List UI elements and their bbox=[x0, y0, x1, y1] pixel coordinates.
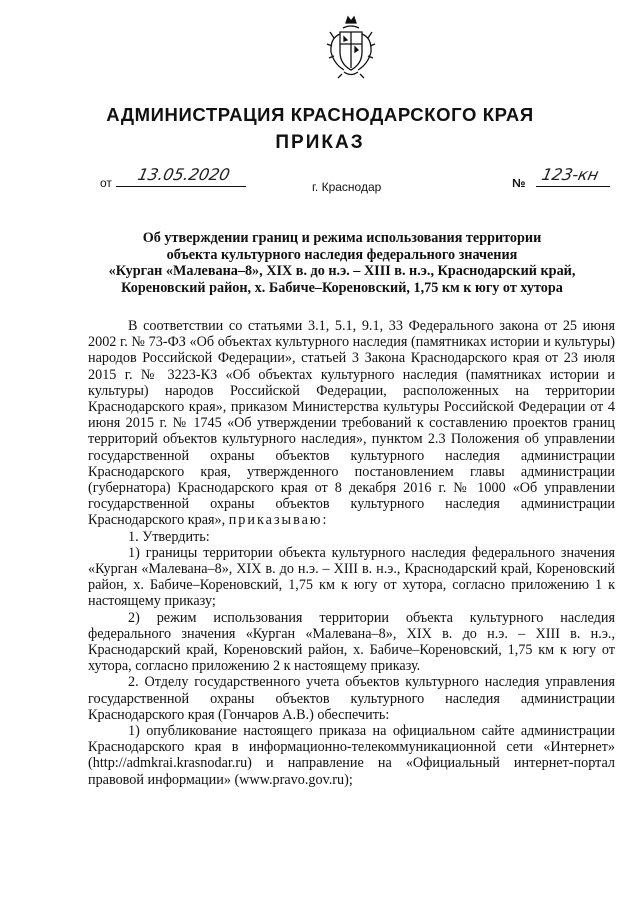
title-line: Кореновский район, х. Бабиче–Кореновский, 1,75 км к югу от хутора bbox=[121, 279, 563, 296]
handwritten-date: 13.05.2020 bbox=[135, 165, 232, 184]
number-label: № bbox=[512, 176, 526, 190]
preamble-paragraph bbox=[88, 318, 615, 529]
date-label: от bbox=[100, 176, 112, 190]
preamble-text: В соответствии со статьями 3.1, 5.1, 9.1, 33 Федерального закона от 25 июня 2002 г. № 73-ФЗ «Об объектах культурного наследия (памятниках истории и культуры) народов Российской Федерации», статьей 3 Закона Краснодарского края от 23 июля 2015 г. № 3223-КЗ «Об объектах культурного наследия (памятниках истории и культуры) народов Российской Федерации, расположенных на территории Краснодарского края», приказом Министерства культуры Российской Федерации от 4 июня 2015 г. № 1745 «Об утверждении требований к составлению проектов границ территорий объектов культурного наследия», пунктом 2.3 Положения об управлении государственной охраны объектов культурного наследия администрации Краснодарского края, утвержденного постановлением главы администрации (губернатора) Краснодарского края от 8 декабря 2016 г. № 1000 «Об управлении государственной охраны объектов культурного наследия администрации Краснодарского края», bbox=[88, 318, 615, 529]
title-line: Об утверждении границ и режима использования территории bbox=[142, 230, 542, 246]
document-title bbox=[92, 230, 592, 296]
document-type: ПРИКАЗ bbox=[275, 132, 365, 153]
date-underline bbox=[116, 186, 246, 187]
title-line: «Курган «Малевана–8», XIX в. до н.э. – XIII в. н.э., Краснодарский край, bbox=[108, 263, 576, 280]
document-body bbox=[88, 318, 615, 788]
organization-name: АДМИНИСТРАЦИЯ КРАСНОДАРСКОГО КРАЯ bbox=[106, 104, 534, 125]
title-line: объекта культурного наследия федерального значения bbox=[166, 246, 518, 263]
city-name: г. Краснодар bbox=[312, 180, 382, 194]
item-1-1: 1) границы территории объекта культурного наследия федерального значения «Курган «Малевана–8», XIX в. до н.э. – XIII в. н.э., Краснодарский край, Кореновский район, х. Бабиче–Кореновский, 1,75 км к югу от хутора, согласно приложению 1 к настоящему приказу; bbox=[88, 544, 615, 610]
coat-of-arms-icon bbox=[326, 14, 376, 80]
item-2: 2. Отделу государственного учета объектов культурного наследия управления государственной охраны объектов культурного наследия администрации Краснодарского края (Гончаров А.В.) обеспечить: bbox=[88, 674, 615, 723]
item-1-2: 2) режим использования территории объекта культурного наследия федерального значения «Курган «Малевана–8», XIX в. до н.э. – XIII в. н.э., Краснодарский край, Кореновский район, х. Бабиче–Кореновский, 1,75 км к югу от хутора, согласно приложению 2 к настоящему приказу. bbox=[88, 609, 615, 675]
handwritten-number: 123-кн bbox=[539, 165, 601, 184]
item-1: 1. Утвердить: bbox=[128, 528, 210, 545]
order-word: приказываю: bbox=[228, 512, 329, 529]
item-2-1: 1) опубликование настоящего приказа на официальном сайте администрации Краснодарского края в информационно-телекоммуникационной сети «Интернет» (http://admkrai.krasnodar.ru) и направление на «Официальный интернет-портал правовой информации» (www.pravo.gov.ru); bbox=[88, 723, 615, 788]
number-underline bbox=[536, 186, 610, 187]
